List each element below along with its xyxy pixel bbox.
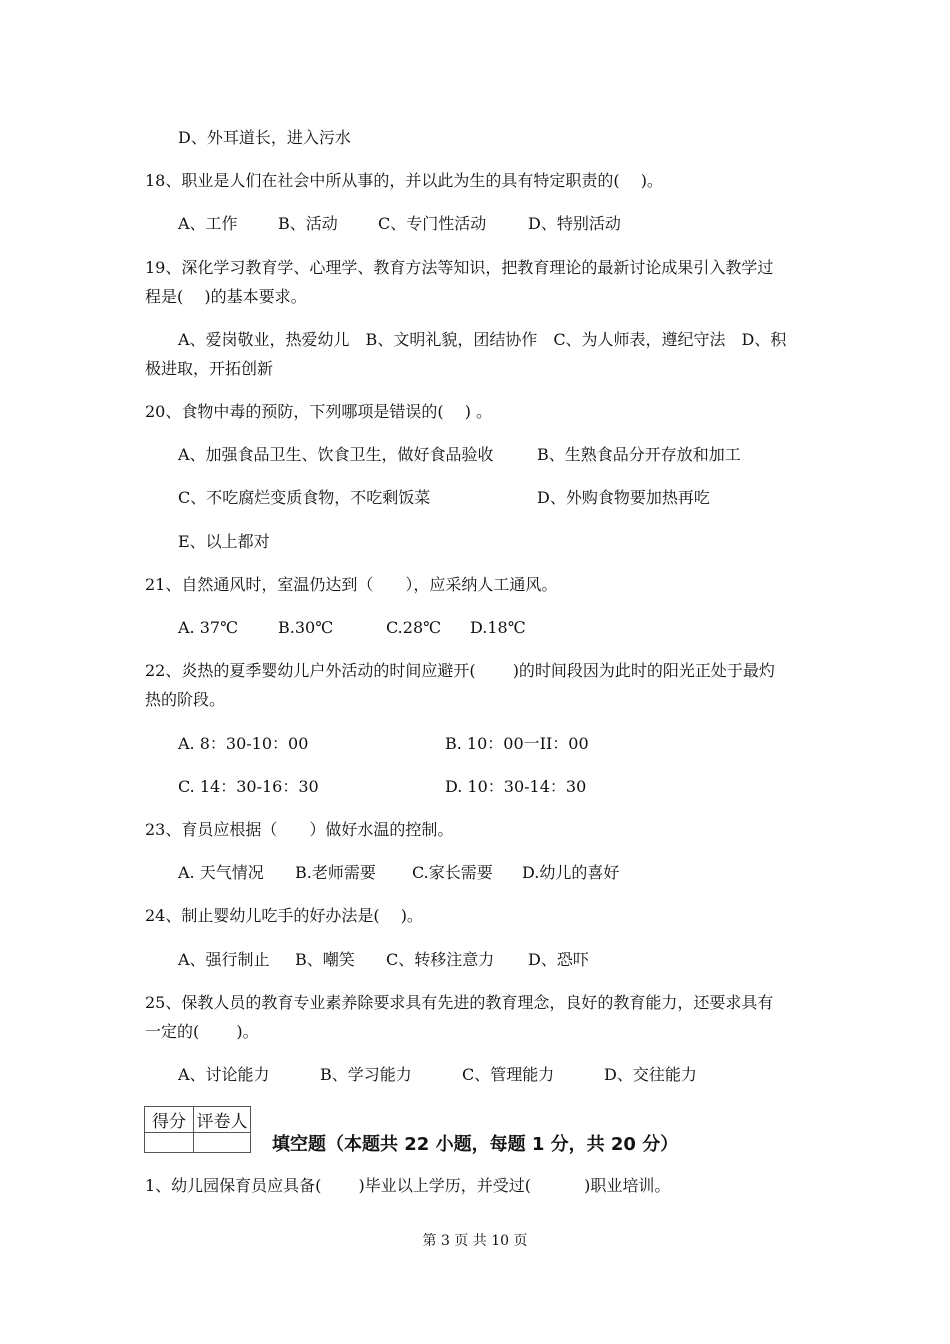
q19-stem-line2: 程是( )的基本要求。 bbox=[145, 287, 307, 306]
q18-option-d: D、特别活动 bbox=[528, 214, 621, 233]
q21-option-a: A. 37℃ bbox=[178, 618, 238, 637]
q22-option-c: C. 14：30-16：30 bbox=[178, 777, 319, 796]
q22-stem-line2: 热的阶段。 bbox=[145, 690, 226, 709]
q18-option-c: C、专门性活动 bbox=[378, 214, 487, 233]
q23-stem: 23、育员应根据（ ）做好水温的控制。 bbox=[145, 820, 454, 839]
q18-option-a: A、工作 bbox=[178, 214, 238, 233]
q25-option-a: A、讨论能力 bbox=[178, 1065, 270, 1084]
q20-option-e: E、以上都对 bbox=[178, 532, 270, 551]
q22-option-d: D. 10：30-14：30 bbox=[445, 777, 587, 796]
q21-stem: 21、自然通风时，室温仍达到（ ），应采纳人工通风。 bbox=[145, 575, 558, 594]
q24-stem: 24、制止婴幼儿吃手的好办法是( )。 bbox=[145, 906, 423, 925]
grader-label: 评卷人 bbox=[194, 1107, 251, 1133]
score-label: 得分 bbox=[145, 1107, 194, 1133]
q20-option-b: B、生熟食品分开存放和加工 bbox=[537, 445, 741, 464]
q23-option-b: B.老师需要 bbox=[295, 863, 376, 882]
q23-option-c: C.家长需要 bbox=[412, 863, 493, 882]
q25-stem-line1: 25、保教人员的教育专业素养除要求具有先进的教育理念，良好的教育能力，还要求具有 bbox=[145, 993, 774, 1012]
q19-options-line2: 极进取，开拓创新 bbox=[145, 359, 274, 378]
q25-option-d: D、交往能力 bbox=[604, 1065, 697, 1084]
page-footer: 第 3 页 共 10 页 bbox=[422, 1233, 528, 1249]
q22-stem-line1: 22、炎热的夏季婴幼儿户外活动的时间应避开( )的时间段因为此时的阳光正处于最灼 bbox=[145, 661, 775, 680]
q20-option-d: D、外购食物要加热再吃 bbox=[537, 488, 710, 507]
q25-option-c: C、管理能力 bbox=[462, 1065, 555, 1084]
q21-option-b: B.30℃ bbox=[278, 618, 334, 637]
q21-option-c: C.28℃ bbox=[386, 618, 442, 637]
q18-option-b: B、活动 bbox=[278, 214, 338, 233]
fill1-stem: 1、幼儿园保育员应具备( )毕业以上学历，并受过( )职业培训。 bbox=[145, 1176, 671, 1195]
q25-stem-line2: 一定的( )。 bbox=[145, 1022, 259, 1041]
q18-stem: 18、职业是人们在社会中所从事的，并以此为生的具有特定职责的( )。 bbox=[145, 171, 663, 190]
q22-option-b: B. 10：00一II：00 bbox=[445, 734, 589, 753]
score-cell bbox=[145, 1133, 194, 1153]
q24-option-d: D、恐吓 bbox=[528, 950, 589, 969]
q25-option-b: B、学习能力 bbox=[320, 1065, 412, 1084]
q23-option-a: A. 天气情况 bbox=[178, 863, 264, 882]
score-box bbox=[144, 1106, 251, 1153]
q24-option-c: C、转移注意力 bbox=[386, 950, 495, 969]
q19-stem-line1: 19、深化学习教育学、心理学、教育方法等知识，把教育理论的最新讨论成果引入教学过 bbox=[145, 258, 774, 277]
q17-option-d: D、外耳道长，进入污水 bbox=[178, 128, 351, 147]
section-title: 填空题（本题共 22 小题，每题 1 分，共 20 分） bbox=[272, 1134, 679, 1155]
grader-cell bbox=[194, 1133, 251, 1153]
q24-option-a: A、强行制止 bbox=[178, 950, 270, 969]
q19-options-line1: A、爱岗敬业，热爱幼儿 B、文明礼貌，团结协作 C、为人师表，遵纪守法 D、积 bbox=[178, 330, 787, 349]
q20-option-a: A、加强食品卫生、饮食卫生，做好食品验收 bbox=[178, 445, 494, 464]
q21-option-d: D.18℃ bbox=[470, 618, 526, 637]
q20-stem: 20、食物中毒的预防，下列哪项是错误的( ) 。 bbox=[145, 402, 493, 421]
q24-option-b: B、嘲笑 bbox=[295, 950, 355, 969]
q20-option-c: C、不吃腐烂变质食物，不吃剩饭菜 bbox=[178, 488, 431, 507]
q23-option-d: D.幼儿的喜好 bbox=[522, 863, 620, 882]
q22-option-a: A. 8：30-10：00 bbox=[178, 734, 309, 753]
